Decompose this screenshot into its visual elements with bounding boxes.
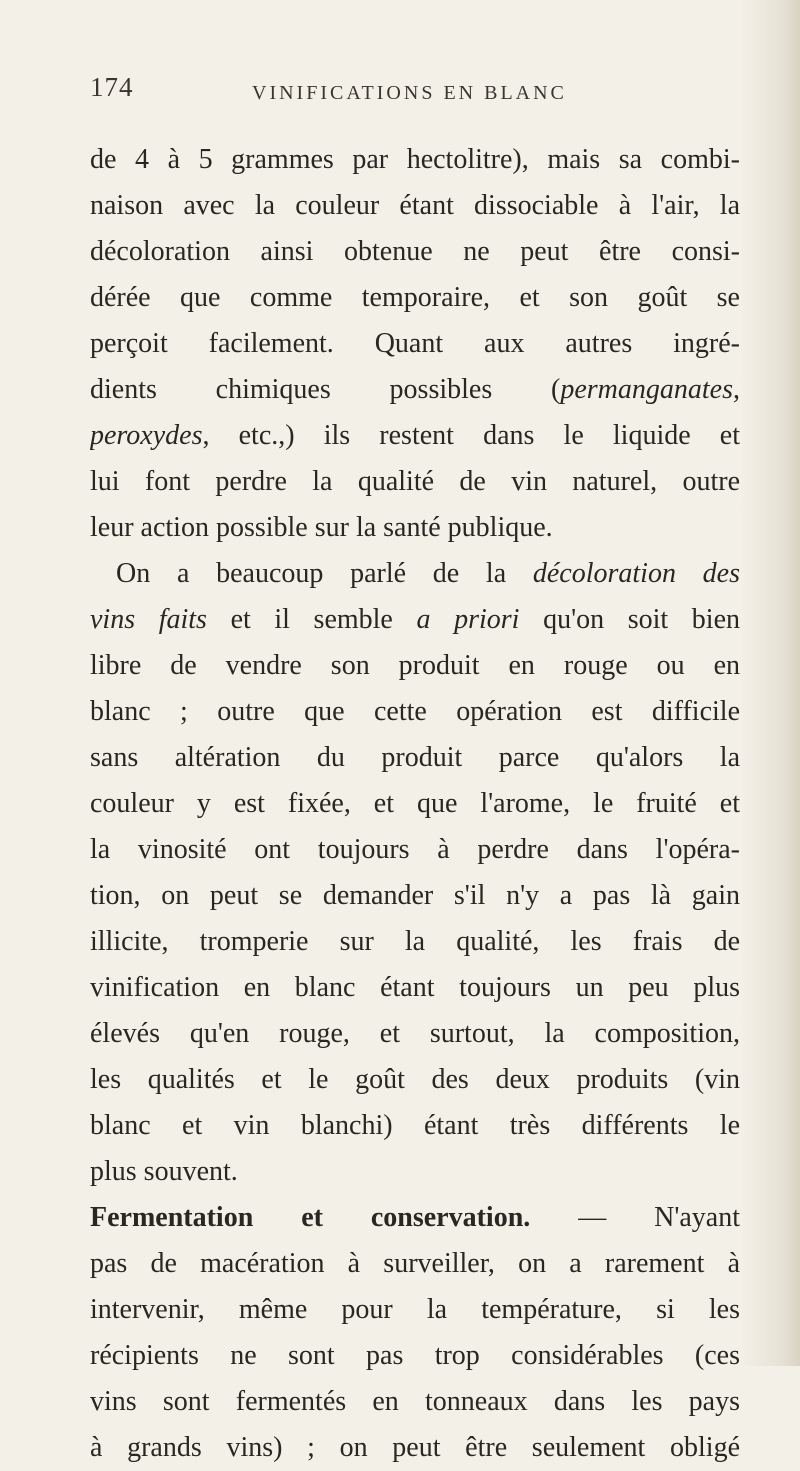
- text-line: dérée que comme temporaire, et son goût se: [90, 282, 740, 313]
- text-line: récipients ne sont pas trop considérables (ces: [90, 1340, 740, 1371]
- text-line: libre de vendre son produit en rouge ou en: [90, 650, 740, 681]
- text-line: perçoit facilement. Quant aux autres ingré-: [90, 328, 740, 359]
- text-line: vinification en blanc étant toujours un peu plus: [90, 972, 740, 1003]
- italic-term: permanganates: [560, 374, 733, 405]
- page-number: 174: [90, 72, 134, 102]
- text-line: pas de macération à surveiller, on a rarement à: [90, 1248, 740, 1279]
- text-line: illicite, tromperie sur la qualité, les frais de: [90, 926, 740, 957]
- text-line: naison avec la couleur étant dissociable à l'air, la: [90, 190, 740, 221]
- italic-term: peroxydes: [90, 420, 203, 451]
- page-edge-shadow: [740, 0, 800, 1366]
- text-line: la vinosité ont toujours à perdre dans l'opéra-: [90, 834, 740, 865]
- text-line: [90, 597, 740, 643]
- text-line: blanc et vin blanchi) étant très différents le: [90, 1110, 740, 1141]
- text-line: décoloration ainsi obtenue ne peut être consi-: [90, 236, 740, 267]
- text-fragment: dients chimiques possibles (: [90, 374, 561, 405]
- text-line: tion, on peut se demander s'il n'y a pas là gain: [90, 880, 740, 911]
- text-line: [90, 551, 740, 597]
- text-fragment: — N'ayant: [530, 1202, 740, 1233]
- text-line: les qualités et le goût des deux produits (vin: [90, 1064, 740, 1095]
- text-line: [90, 413, 740, 459]
- section-heading: Fermentation et conservation.: [90, 1202, 531, 1233]
- text-fragment: On a beaucoup parlé de la: [116, 558, 533, 589]
- text-line: vins sont fermentés en tonneaux dans les pays: [90, 1386, 740, 1417]
- text-line: plus souvent.: [90, 1156, 238, 1187]
- text-line: [90, 367, 740, 413]
- text-line: blanc ; outre que cette opération est difficile: [90, 696, 740, 727]
- text-fragment: , etc.,) ils restent dans le liquide et: [202, 420, 740, 451]
- text-line: à grands vins) ; on peut être seulement obligé: [90, 1432, 740, 1463]
- text-line: élevés qu'en rouge, et surtout, la composition,: [90, 1018, 740, 1049]
- italic-term: décoloration des: [532, 558, 740, 589]
- body-text: [90, 137, 740, 1471]
- text-line: couleur y est fixée, et que l'arome, le fruité et: [90, 788, 740, 819]
- text-fragment: qu'on soit bien: [519, 604, 740, 635]
- text-line: lui font perdre la qualité de vin naturel, outre: [90, 466, 740, 497]
- running-head: VINIFICATIONS EN BLANC: [252, 82, 567, 104]
- text-line: sans altération du produit parce qu'alors la: [90, 742, 740, 773]
- italic-term: a priori: [416, 604, 520, 635]
- italic-term: vins faits: [90, 604, 207, 635]
- page-header: [90, 72, 730, 112]
- text-fragment: et il semble: [206, 604, 417, 635]
- text-fragment: ,: [733, 374, 740, 405]
- text-line: intervenir, même pour la température, si les: [90, 1294, 740, 1325]
- section-heading-line: [90, 1195, 740, 1241]
- text-line: leur action possible sur la santé publique.: [90, 512, 553, 543]
- text-line: de 4 à 5 grammes par hectolitre), mais sa combi-: [90, 144, 740, 175]
